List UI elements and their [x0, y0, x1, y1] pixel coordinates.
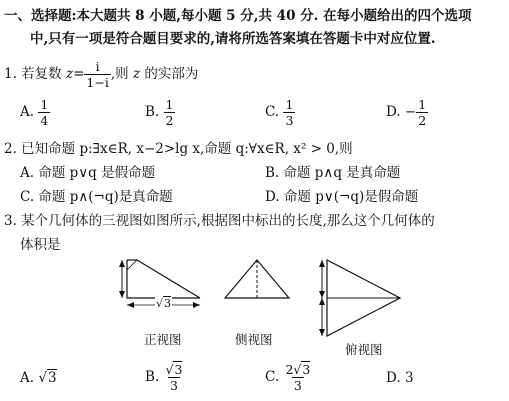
- section-heading-line2: 中,只有一项是符合题目要求的,请将所选答案填在答题卡中对应位置.: [30, 31, 436, 47]
- top-view-figure: [312, 258, 412, 338]
- question-3-stem-line1: 3. 某个几何体的三视图如图所示,根据图中标出的长度,那么这个几何体的: [4, 213, 435, 229]
- caption-front-view: 正视图: [144, 332, 182, 347]
- q1-option-c[interactable]: C. $\frac{1}{3}$: [265, 97, 294, 129]
- front-bottom-arrow-right: [193, 302, 200, 308]
- top-dim-arrow-4: [319, 329, 325, 336]
- caption-side-view: 侧视图: [235, 332, 273, 347]
- front-dim-arrow-bottom: [119, 291, 125, 298]
- caption-top-view: 俯视图: [345, 342, 383, 357]
- q2-option-d[interactable]: D. 命题 p∨(¬q)是假命题: [265, 189, 419, 205]
- front-dim-arrow-top: [119, 260, 125, 267]
- q1-fraction: $\frac{i}{1-i}$: [86, 59, 109, 91]
- section-heading-line1: 一、选择题:本大题共 8 小题,每小题 5 分,共 40 分. 在每小题给出的四个选项: [4, 8, 472, 24]
- q1-option-b[interactable]: B. $\frac{1}{2}$: [145, 97, 174, 129]
- q2-option-a[interactable]: A. 命题 p∨q 是假命题: [20, 165, 156, 181]
- q3-option-a[interactable]: A. √3: [20, 370, 57, 386]
- q1-option-a[interactable]: A. $\frac{1}{4}$: [20, 97, 49, 129]
- q2-option-b[interactable]: B. 命题 p∧q 是真命题: [265, 165, 401, 181]
- front-dim-label: √3: [156, 297, 172, 310]
- front-slant-edge: [137, 260, 200, 298]
- q3-option-b[interactable]: B. $\frac{√3}{3}$: [145, 362, 183, 394]
- front-inner-edge: [127, 260, 137, 270]
- q3-option-d[interactable]: D. 3: [386, 370, 414, 386]
- side-view-figure: [222, 258, 292, 308]
- q1-option-d[interactable]: D. − $\frac{1}{2}$: [386, 97, 427, 129]
- top-dim-arrow-2: [319, 291, 325, 298]
- question-3-stem-line2: 体积是: [20, 237, 61, 253]
- question-1-stem: 1. 若复数 z= $\frac{i}{1-i}$ ,则 z 的实部为: [4, 59, 199, 91]
- top-dim-arrow-3: [319, 298, 325, 305]
- question-2-stem: 2. 已知命题 p:∃x∈R, x−2>lg x,命题 q:∀x∈R, x² > 0,则: [4, 141, 353, 157]
- q3-option-c[interactable]: C. $\frac{2√3}{3}$: [265, 362, 311, 394]
- q2-option-c[interactable]: C. 命题 p∧(¬q)是真命题: [20, 189, 173, 205]
- front-outline-left-bottom: [127, 260, 200, 298]
- front-bottom-arrow-left: [127, 302, 134, 308]
- top-dim-arrow-1: [319, 260, 325, 267]
